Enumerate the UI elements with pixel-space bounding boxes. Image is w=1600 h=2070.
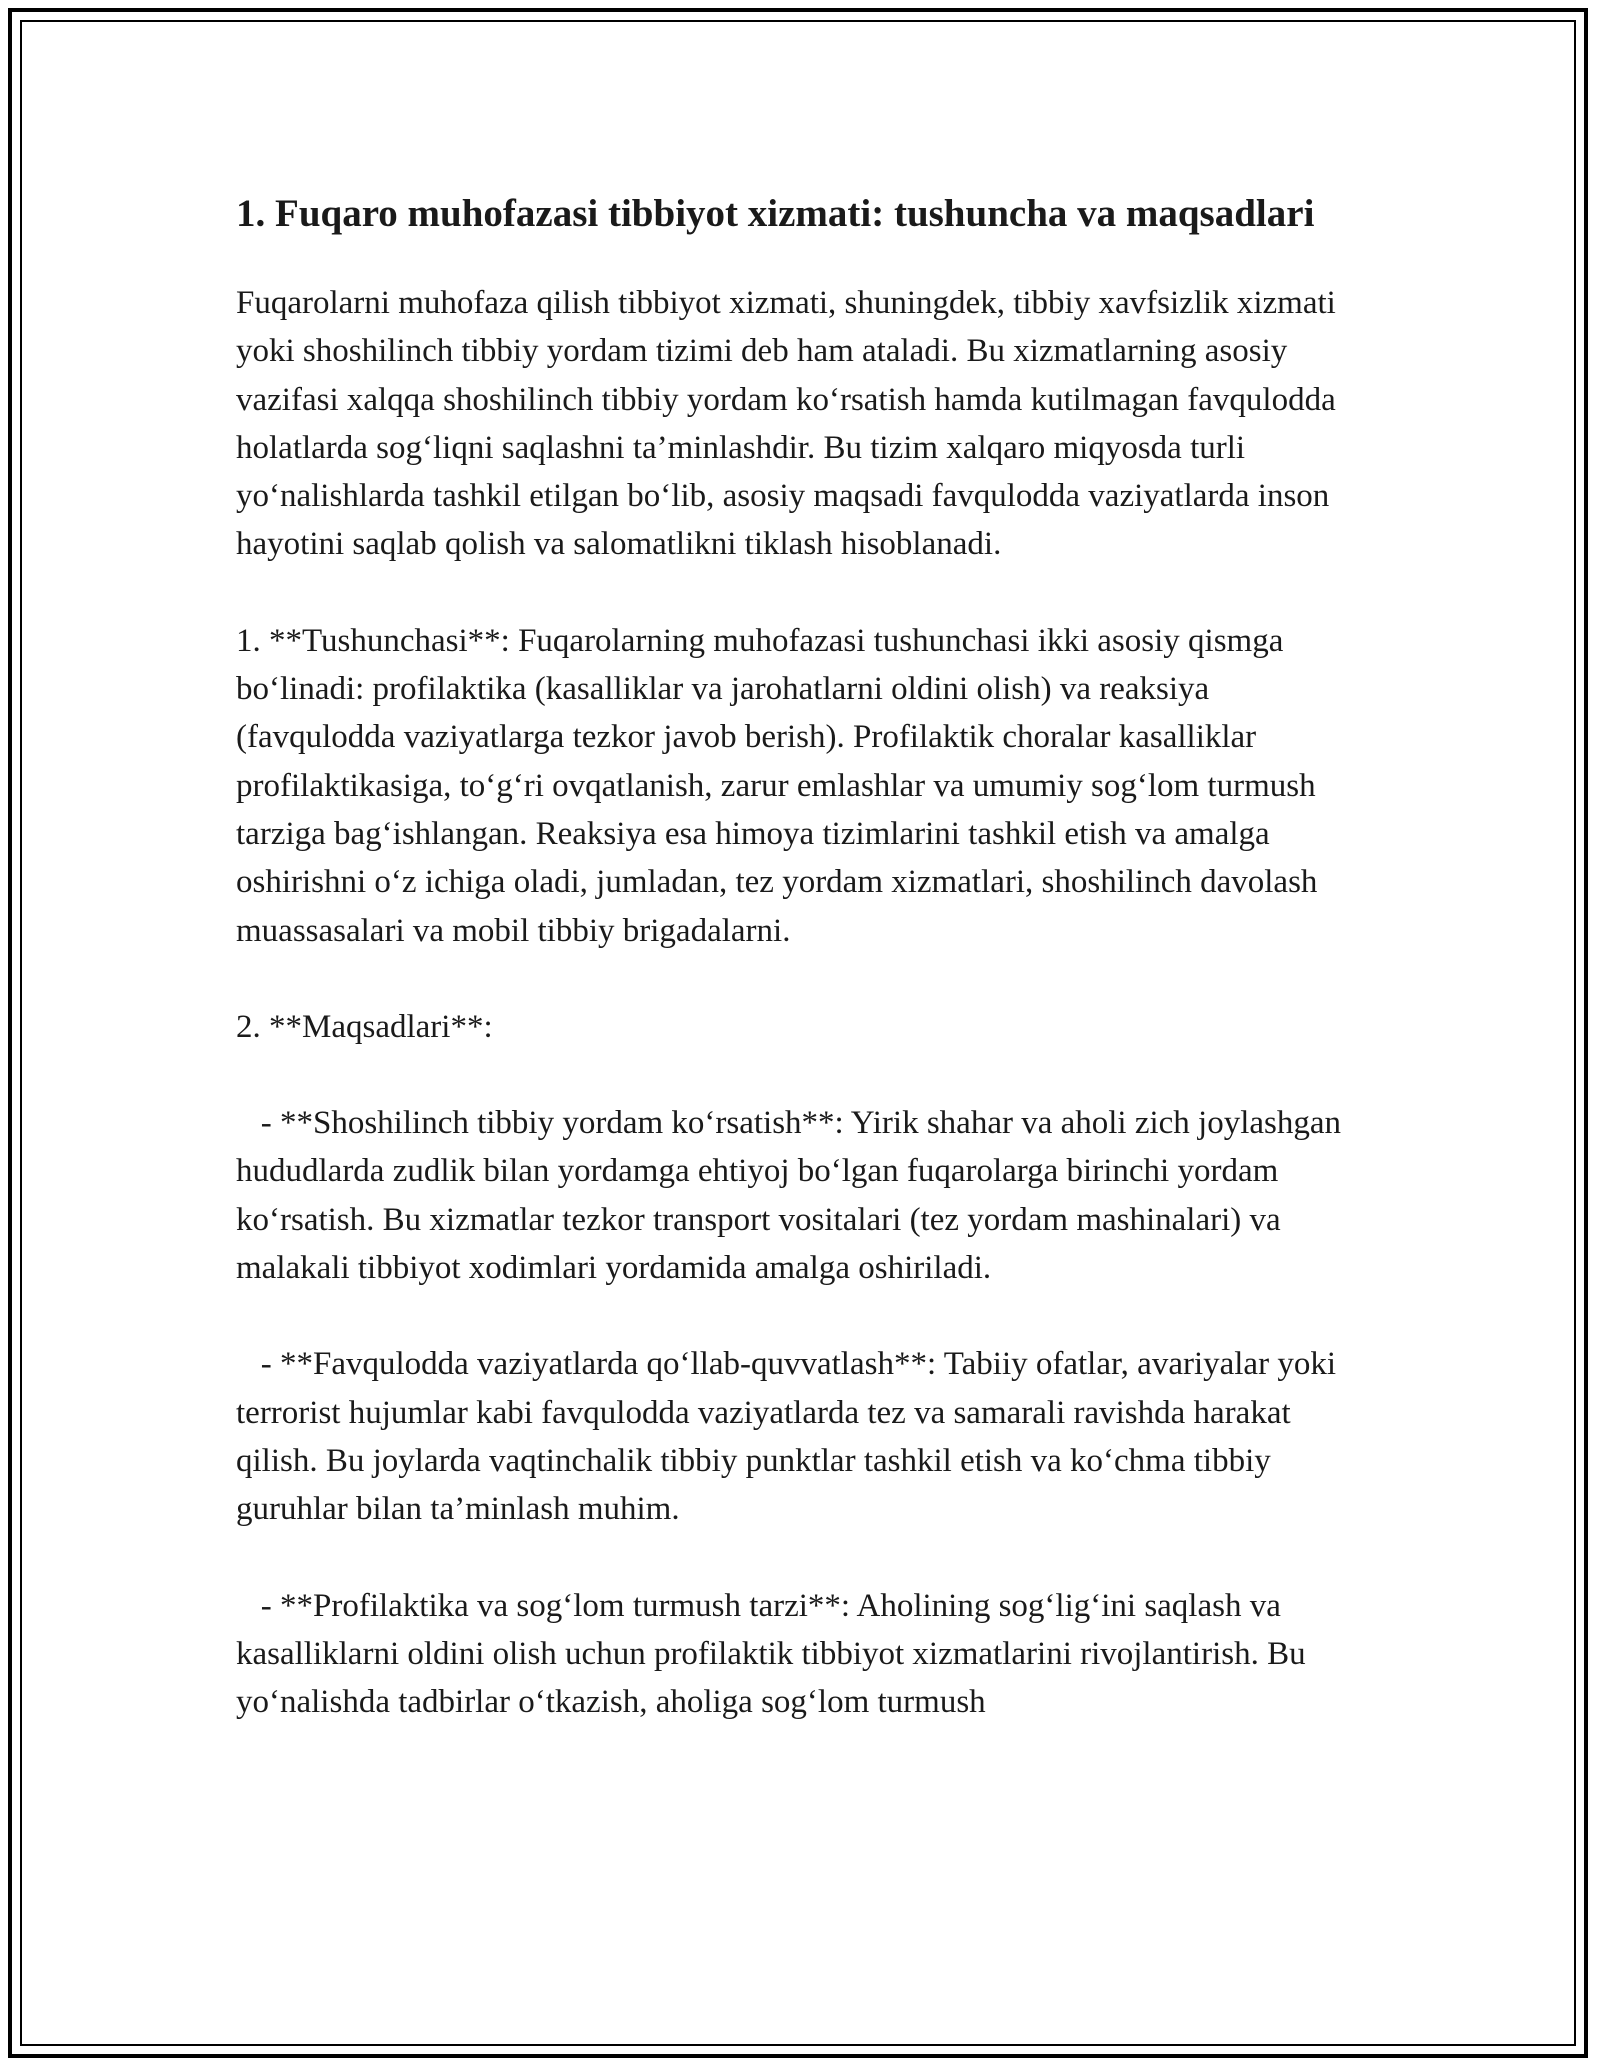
paragraph-intro: Fuqarolarni muhofaza qilish tibbiyot xizmati, shuningdek, tibbiy xavfsizlik xizmati yoki shoshilinch tibbiy yordam tizimi deb ham ataladi. Bu xizmatlarning asosiy vazifasi xalqqa shoshilinch tibbiy yordam ko‘rsatish hamda kutilmagan favqulodda holatlarda sog‘liqni saqlashni ta’minlashdir. Bu tizim xalqaro miqyosda turli yo‘nalishlarda tashkil etilgan bo‘lib, asosiy maqsadi favqulodda vaziyatlarda inson hayotini saqlab qolish va salomatlikni tiklash hisoblanadi. xyxy=(236,285,1345,563)
paragraph-goal-emergency-support: - **Favqulodda vaziyatlarda qo‘llab-quvvatlash**: Tabiiy ofatlar, avariyalar yoki terrorist hujumlar kabi favqulodda vaziyatlarda tez va samarali ravishda harakat qilish. Bu joylarda vaqtinchalik tibbiy punktlar tashkil etish va ko‘chma tibbiy guruhlar bilan ta’minlash muhim. xyxy=(236,1346,1345,1528)
document-title: 1. Fuqaro muhofazasi tibbiyot xizmati: tushuncha va maqsadlari xyxy=(236,192,1315,235)
paragraph-concept: 1. **Tushunchasi**: Fuqarolarning muhofazasi tushunchasi ikki asosiy qismga bo‘linadi: profilaktika (kasalliklar va jarohatlarni oldini olish) va reaksiya (favqulodda vaziyatlarga tezkor javob berish). Profilaktik choralar kasalliklar profilaktikasiga, to‘g‘ri ovqatlanish, zarur emlashlar va umumiy sog‘lom turmush tarziga bag‘ishlangan. Reaksiya esa himoya tizimlarini tashkil etish va amalga oshirishni o‘z ichiga oladi, jumladan, tez yordam xizmatlari, shoshilinch davolash muassasalari va mobil tibbiy brigadalarni. xyxy=(236,622,1326,949)
paragraph-goal-emergency-aid: - **Shoshilinch tibbiy yordam ko‘rsatish**: Yirik shahar va aholi zich joylashgan hududlarda zudlik bilan yordamga ehtiyoj bo‘lgan fuqarolarga birinchi yordam ko‘rsatish. Bu xizmatlar tezkor transport vositalari (tez yordam mashinalari) va malakali tibbiyot xodimlari yordamida amalga oshiriladi. xyxy=(236,1105,1350,1287)
document-body xyxy=(236,186,1376,1774)
paragraph-goals-heading: 2. **Maqsadlari**: xyxy=(236,1008,493,1045)
paragraph-goal-prevention: - **Profilaktika va sog‘lom turmush tarzi**: Aholining sog‘lig‘ini saqlash va kasalliklarni oldini olish uchun profilaktik tibbiyot xizmatlarini rivojlantirish. Bu yo‘nalishda tadbirlar o‘tkazish, aholiga sog‘lom turmush xyxy=(236,1587,1314,1721)
